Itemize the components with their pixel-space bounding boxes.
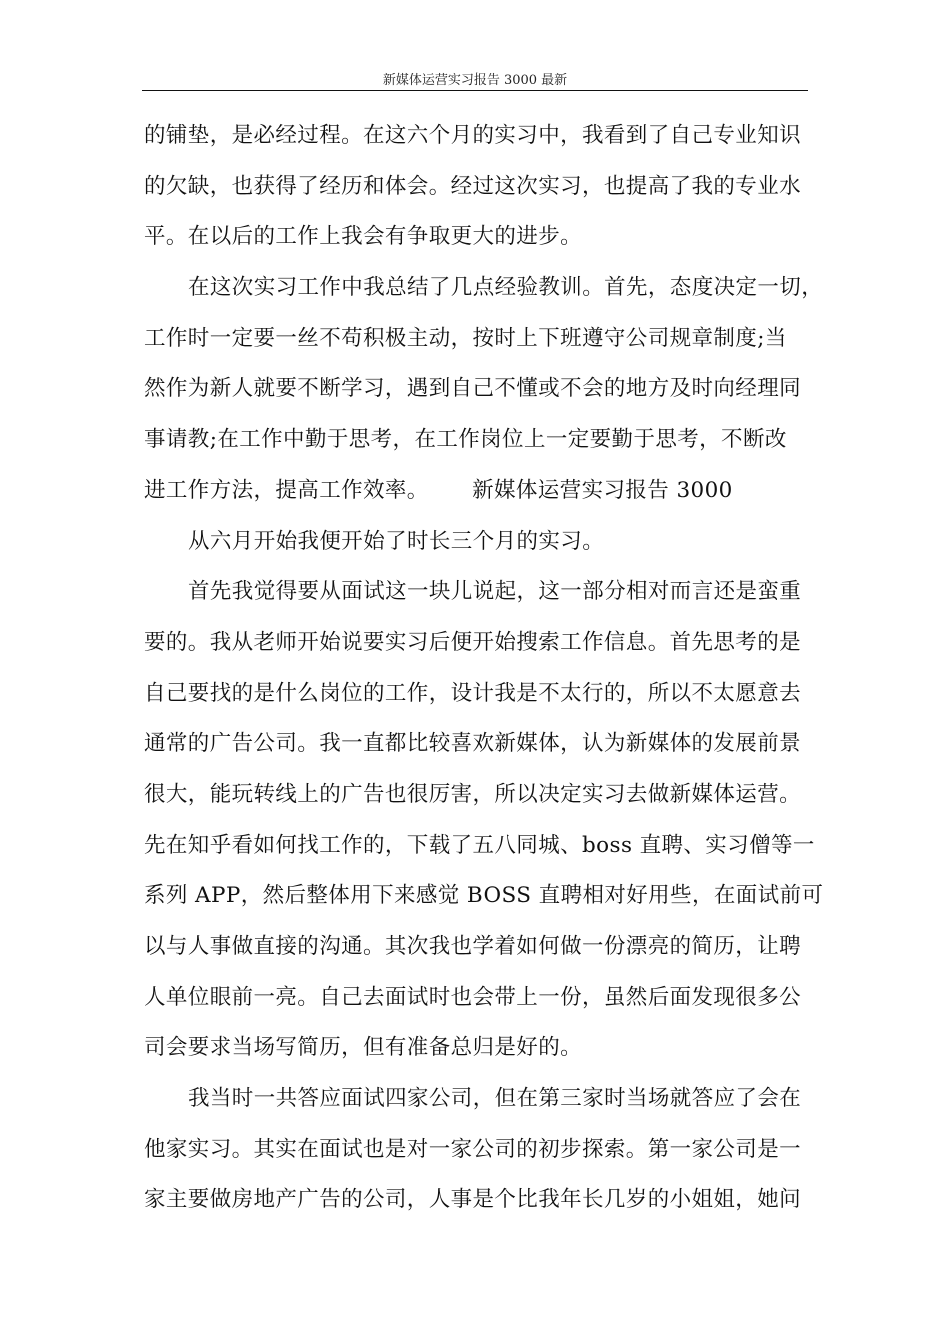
text-line: 要的。我从老师开始说要实习后便开始搜索工作信息。首先思考的是	[144, 629, 802, 655]
text-line: 系列 APP，然后整体用下来感觉 BOSS 直聘相对好用些，在面试前可	[144, 883, 824, 909]
text-line: 人单位眼前一亮。自己去面试时也会带上一份，虽然后面发现很多公	[144, 984, 802, 1010]
text-line: 进工作方法，提高工作效率。 新媒体运营实习报告 3000	[144, 477, 733, 503]
text-line: 的欠缺，也获得了经历和体会。经过这次实习，也提高了我的专业水	[144, 173, 802, 199]
text-line: 事请教;在工作中勤于思考，在工作岗位上一定要勤于思考，不断改	[144, 427, 787, 453]
text-line: 家主要做房地产广告的公司，人事是个比我年长几岁的小姐姐，她问	[144, 1187, 802, 1213]
text-line: 司会要求当场写简历，但有准备总归是好的。	[144, 1035, 583, 1061]
text-line: 他家实习。其实在面试也是对一家公司的初步探索。第一家公司是一	[144, 1136, 802, 1162]
text-line: 在这次实习工作中我总结了几点经验教训。首先，态度决定一切，	[188, 275, 824, 301]
text-line: 自己要找的是什么岗位的工作，设计我是不太行的，所以不太愿意去	[144, 680, 802, 706]
text-line: 很大，能玩转线上的广告也很厉害，所以决定实习去做新媒体运营。	[144, 781, 802, 807]
text-line: 的铺垫，是必经过程。在这六个月的实习中，我看到了自己专业知识	[144, 123, 802, 148]
document-body	[144, 111, 824, 1226]
text-line: 平。在以后的工作上我会有争取更大的进步。	[144, 224, 583, 250]
text-line: 以与人事做直接的沟通。其次我也学着如何做一份漂亮的简历，让聘	[144, 934, 802, 959]
text-line: 通常的广告公司。我一直都比较喜欢新媒体，认为新媒体的发展前景	[144, 731, 802, 757]
text-line: 我当时一共答应面试四家公司，但在第三家时当场就答应了会在	[188, 1086, 802, 1112]
text-line: 从六月开始我便开始了时长三个月的实习。	[188, 528, 605, 554]
text-line: 首先我觉得要从面试这一块儿说起，这一部分相对而言还是蛮重	[188, 579, 802, 605]
page-header: 新媒体运营实习报告 3000 最新	[382, 73, 568, 88]
text-line: 先在知乎看如何找工作的，下载了五八同城、boss 直聘、实习僧等一	[144, 832, 815, 858]
text-line: 工作时一定要一丝不苟积极主动，按时上下班遵守公司规章制度;当	[144, 325, 787, 351]
header-divider	[142, 90, 808, 91]
text-line: 然作为新人就要不断学习，遇到自己不懂或不会的地方及时向经理同	[144, 376, 802, 402]
